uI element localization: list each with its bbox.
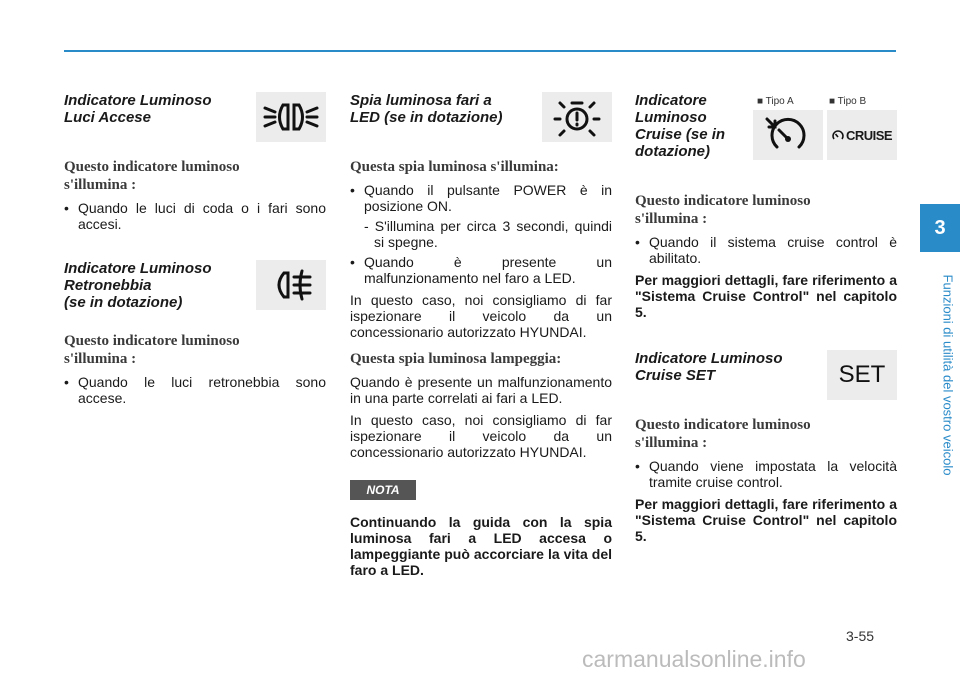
- subheading: Questo indicatore luminoso s'illumina :: [64, 333, 240, 367]
- subheading: Questo indicatore luminoso s'illumina :: [64, 159, 240, 193]
- reference-text: Per maggiori dettagli, fare riferimento a "Sistema Cruise Control" nel capitolo 5.: [635, 496, 897, 544]
- subheading: Questo indicatore luminoso s'illumina :: [635, 417, 811, 451]
- section-title: Indicatore Luminoso Retronebbia (se in dotazione): [64, 260, 212, 311]
- rear-fog-icon: [256, 260, 326, 310]
- led-headlamp-warning-icon: [542, 92, 612, 142]
- tipo-b-label: ■ Tipo B: [829, 96, 867, 107]
- section-title: Indicatore Luminoso Cruise SET: [635, 350, 783, 384]
- column-3: [635, 92, 897, 550]
- list-item: • Quando le luci retronebbia sono accese.: [64, 374, 326, 406]
- section-title: Indicatore Luminoso Cruise (se in dotazione): [635, 92, 726, 160]
- list-item: • Quando il sistema cruise control è abilitato.: [635, 234, 897, 266]
- top-rule: [64, 50, 896, 52]
- bullet-list: [635, 234, 897, 266]
- cruise-text-icon: CRUISE: [827, 110, 897, 160]
- list-item: • Quando viene impostata la velocità tramite cruise control.: [635, 458, 897, 490]
- page-number: 3-55: [846, 628, 875, 644]
- paragraph: In questo caso, noi consigliamo di far ispezionare il veicolo da un concessionario autorizzato HYUNDAI.: [350, 292, 612, 340]
- tail-lamp-icon: [256, 92, 326, 142]
- column-1: [64, 92, 326, 412]
- reference-text: Per maggiori dettagli, fare riferimento a "Sistema Cruise Control" nel capitolo 5.: [635, 272, 897, 320]
- subheading: Questa spia luminosa lampeggia:: [350, 351, 562, 367]
- section-luci-accese-header: [64, 92, 326, 158]
- cruise-speedometer-icon: [753, 110, 823, 160]
- section-title: Spia luminosa fari a LED (se in dotazione): [350, 92, 503, 126]
- chapter-side-title: Funzioni di utilità del vostro veicolo: [940, 274, 956, 476]
- section-retronebbia-header: [64, 260, 326, 332]
- subheading: Questo indicatore luminoso s'illumina :: [635, 193, 811, 227]
- list-item: • Quando è presente un malfunzionamento nel faro a LED.: [350, 254, 612, 286]
- sub-item: - S'illumina per circa 3 secondi, quindi si spegne.: [364, 218, 612, 250]
- section-led-header: [350, 92, 612, 158]
- section-title: Indicatore Luminoso Luci Accese: [64, 92, 212, 126]
- paragraph: Quando è presente un malfunzionamento in una parte correlati ai fari a LED.: [350, 374, 612, 406]
- section-cruise-header: [635, 92, 897, 192]
- column-2: [350, 92, 612, 584]
- section-cruise-set-header: [635, 350, 897, 416]
- paragraph: In questo caso, noi consigliamo di far ispezionare il veicolo da un concessionario autorizzato HYUNDAI.: [350, 412, 612, 460]
- nota-badge: NOTA: [350, 480, 416, 500]
- bullet-list: [635, 458, 897, 490]
- chapter-tab: 3: [920, 204, 960, 252]
- watermark: carmanualsonline.info: [582, 646, 806, 672]
- subheading: Questa spia luminosa s'illumina:: [350, 159, 559, 175]
- list-item: • Quando le luci di coda o i fari sono accesi.: [64, 200, 326, 232]
- nota-text: Continuando la guida con la spia luminosa fari a LED accesa o lampeggiante può accorciare la vita del faro a LED.: [350, 514, 612, 578]
- tipo-a-label: ■ Tipo A: [757, 96, 794, 107]
- list-item: • Quando il pulsante POWER è in posizione ON. - S'illumina per circa 3 secondi, quindi si spegne.: [350, 182, 612, 250]
- bullet-list: [64, 374, 326, 406]
- cruise-icons: [753, 110, 897, 160]
- bullet-list: [64, 200, 326, 232]
- bullet-list: [350, 182, 612, 286]
- cruise-set-icon: SET: [827, 350, 897, 400]
